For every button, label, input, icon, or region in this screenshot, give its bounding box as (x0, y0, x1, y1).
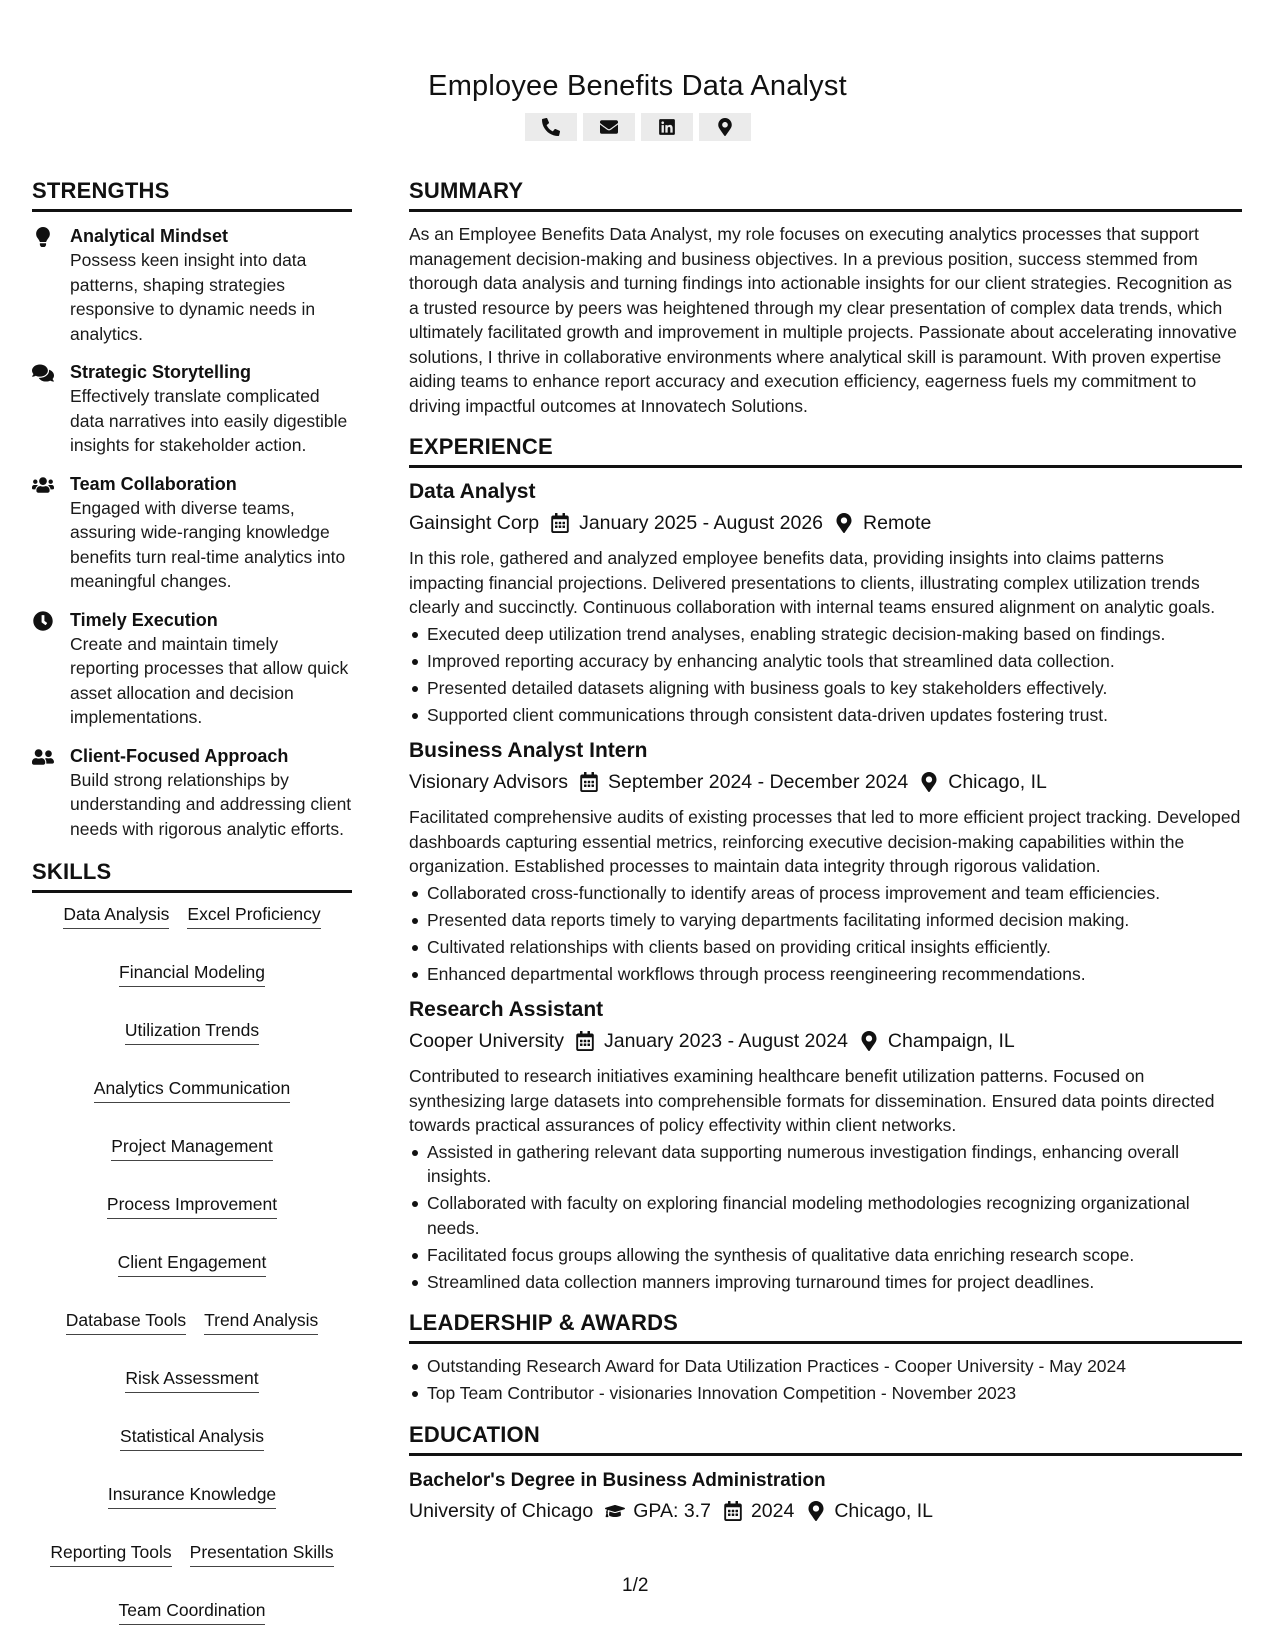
location-pin-icon (920, 772, 938, 792)
skill-tag: Statistical Analysis (120, 1425, 264, 1451)
summary-heading: SUMMARY (409, 178, 1242, 212)
location-pin-icon (716, 118, 734, 136)
job-meta (409, 1026, 1242, 1056)
calendar-icon (551, 513, 569, 533)
school-name: University of Chicago (409, 1499, 594, 1522)
bullet-item: Presented detailed datasets aligning with business goals to key stakeholders effectively. (409, 676, 1242, 701)
job-description: Contributed to research initiatives examining healthcare benefit utilization patterns. Focused on synthesizing large datasets into comprehensible formats for dissemination. Ensured data points directed towards practical assurances of policy effectivity within client networks. (409, 1066, 1215, 1135)
bullet-item: Collaborated cross-functionally to identify areas of process improvement and team efficiencies. (409, 881, 1242, 906)
bullet-item: Facilitated focus groups allowing the synthesis of qualitative data enriching research scope. (409, 1243, 1242, 1268)
job-entry (409, 996, 1242, 1294)
strength-title: Team Collaboration (70, 473, 237, 494)
strength-description: Engaged with diverse teams, assuring wide-ranging knowledge benefits turn real-time analytics into meaningful changes. (70, 497, 346, 591)
user-group-icon (32, 747, 54, 767)
job-location: Champaign, IL (887, 1030, 1015, 1052)
skill-tag: Utilization Trends (125, 1019, 259, 1045)
calendar-icon (723, 1501, 743, 1521)
job-meta (409, 767, 1242, 797)
bullet-item: Improved reporting accuracy by enhancing analytic tools that streamlined data collection. (409, 649, 1242, 674)
strength-description: Build strong relationships by understanding and addressing client needs with rigorous analytic efforts. (70, 769, 352, 839)
location-pin-icon (806, 1501, 826, 1521)
job-entry (409, 737, 1242, 986)
education-heading: EDUCATION (409, 1422, 1242, 1456)
bullet-item: Supported client communications through consistent data-driven updates fostering trust. (409, 703, 1242, 728)
skills-list (32, 903, 352, 1625)
strength-description: Possess keen insight into data patterns, shaping strategies responsive to dynamic needs in analytics. (70, 250, 316, 344)
job-title: Research Assistant (409, 998, 604, 1021)
skill-tag: Analytics Communication (94, 1077, 290, 1103)
job-location: Remote (863, 512, 932, 534)
strength-title: Strategic Storytelling (70, 362, 252, 382)
resume-header (0, 70, 1275, 141)
skill-tag: Reporting Tools (50, 1541, 171, 1567)
bullet-item: Streamlined data collection manners improving turnaround times for project deadlines. (409, 1270, 1242, 1295)
awards-list (409, 1354, 1242, 1406)
job-location: Chicago, IL (948, 771, 1047, 793)
strength-title: Client-Focused Approach (70, 745, 289, 766)
education-location: Chicago, IL (834, 1499, 933, 1522)
location-button[interactable] (699, 113, 751, 141)
strength-title: Analytical Mindset (70, 226, 229, 246)
email-button[interactable] (583, 113, 635, 141)
skill-tag: Data Analysis (63, 903, 169, 929)
skill-tag: Project Management (111, 1135, 272, 1161)
comments-icon (32, 363, 54, 383)
location-pin-icon (835, 513, 853, 533)
bullet-item: Collaborated with faculty on exploring financial modeling methodologies recognizing organizational needs. (409, 1191, 1242, 1240)
skills-heading: SKILLS (32, 859, 352, 893)
clock-icon (32, 611, 54, 631)
education-meta (409, 1496, 1242, 1526)
skill-tag: Database Tools (66, 1309, 186, 1335)
contact-row (0, 113, 1275, 141)
strength-item (32, 224, 352, 346)
leadership-section (409, 1310, 1242, 1406)
calendar-icon (580, 772, 598, 792)
graduation-cap-icon (605, 1501, 625, 1521)
skill-tag: Trend Analysis (204, 1309, 318, 1335)
job-dates: January 2025 - August 2026 (579, 512, 824, 534)
skill-tag: Risk Assessment (125, 1367, 258, 1393)
education-section (409, 1422, 1242, 1526)
bullet-item: Assisted in gathering relevant data supporting numerous investigation findings, enhancing overall insights. (409, 1140, 1242, 1189)
skill-tag: Insurance Knowledge (108, 1483, 276, 1509)
job-bullets (409, 622, 1242, 728)
job-description: In this role, gathered and analyzed employee benefits data, providing insights into claims patterns impacting financial projections. Delivered presentations to clients, illustrating complex utilization trends clearly and succinctly. Continuous collaboration with internal teams ensured alignment on analytic goals. (409, 548, 1216, 617)
strength-item (32, 360, 352, 458)
linkedin-icon (658, 118, 676, 136)
job-dates: January 2023 - August 2024 (603, 1030, 848, 1052)
strength-item (32, 744, 352, 842)
skills-section (32, 859, 352, 1625)
candidate-name: Employee Benefits Data Analyst (428, 70, 847, 102)
job-meta (409, 508, 1242, 538)
bullet-item: Executed deep utilization trend analyses, enabling strategic decision-making based on findings. (409, 622, 1242, 647)
lightbulb-icon (32, 227, 54, 247)
award-item: Outstanding Research Award for Data Utilization Practices - Cooper University - May 2024 (409, 1354, 1242, 1379)
skill-tag: Financial Modeling (119, 961, 265, 987)
strength-title: Timely Execution (70, 609, 218, 630)
company-name: Visionary Advisors (409, 771, 568, 793)
gpa: GPA: 3.7 (633, 1499, 711, 1522)
left-column (32, 178, 352, 1625)
summary-section (409, 178, 1242, 418)
leadership-heading: LEADERSHIP & AWARDS (409, 1310, 1242, 1344)
strength-item (32, 608, 352, 730)
page-number: 1/2 (622, 1575, 649, 1596)
phone-icon (542, 118, 560, 136)
graduation-year: 2024 (750, 1499, 795, 1522)
degree-title: Bachelor's Degree in Business Administration (409, 1469, 826, 1491)
location-pin-icon (860, 1031, 878, 1051)
experience-heading: EXPERIENCE (409, 434, 1242, 468)
job-bullets (409, 1140, 1242, 1295)
skill-tag: Team Coordination (119, 1599, 266, 1625)
job-title: Data Analyst (409, 480, 536, 503)
calendar-icon (576, 1031, 594, 1051)
company-name: Gainsight Corp (409, 512, 540, 534)
envelope-icon (600, 118, 618, 136)
skill-tag: Client Engagement (118, 1251, 267, 1277)
phone-button[interactable] (525, 113, 577, 141)
strengths-heading: STRENGTHS (32, 178, 352, 212)
bullet-item: Cultivated relationships with clients based on providing critical insights efficiently. (409, 935, 1242, 960)
strength-description: Create and maintain timely reporting processes that allow quick asset allocation and decision implementations. (70, 633, 349, 727)
company-name: Cooper University (409, 1030, 564, 1052)
bullet-item: Presented data reports timely to varying departments facilitating informed decision making. (409, 908, 1242, 933)
right-column (409, 178, 1242, 1526)
strength-description: Effectively translate complicated data narratives into easily digestible insights for stakeholder action. (70, 386, 348, 455)
skill-tag: Process Improvement (107, 1193, 277, 1219)
strength-item (32, 472, 352, 594)
job-dates: September 2024 - December 2024 (607, 771, 909, 793)
job-bullets (409, 881, 1242, 987)
job-entry (409, 478, 1242, 727)
skill-tag: Excel Proficiency (187, 903, 320, 929)
summary-text: As an Employee Benefits Data Analyst, my role focuses on executing analytics processes that support management decision-making and business objectives. In a previous position, success stemmed from thorough data analysis and turning findings into actionable insights for our client strategies. Recognition as a trusted resource by peers was heightened through my clear presentation of complex data trends, which ultimately facilitated growth and improvement in multiple projects. Passionate about accelerating innovative solutions, I thrive in collaborative environments where analytical skill is paramount. With proven expertise aiding teams to enhance report accuracy and execution efficiency, eagerness fuels my commitment to driving impactful outcomes at Innovatech Solutions. (409, 224, 1237, 416)
strengths-list (32, 224, 352, 841)
skill-tag: Presentation Skills (190, 1541, 334, 1567)
award-item: Top Team Contributor - visionaries Innovation Competition - November 2023 (409, 1381, 1242, 1406)
bullet-item: Enhanced departmental workflows through process reengineering recommendations. (409, 962, 1242, 987)
job-description: Facilitated comprehensive audits of existing processes that led to more efficient project tracking. Developed dashboards capturing essential metrics, reinforcing executive decision-making capabilities within the organization. Established processes to maintain data integrity through rigorous validation. (409, 807, 1241, 876)
job-title: Business Analyst Intern (409, 739, 648, 762)
users-icon (32, 475, 54, 495)
experience-section (409, 434, 1242, 1294)
linkedin-button[interactable] (641, 113, 693, 141)
